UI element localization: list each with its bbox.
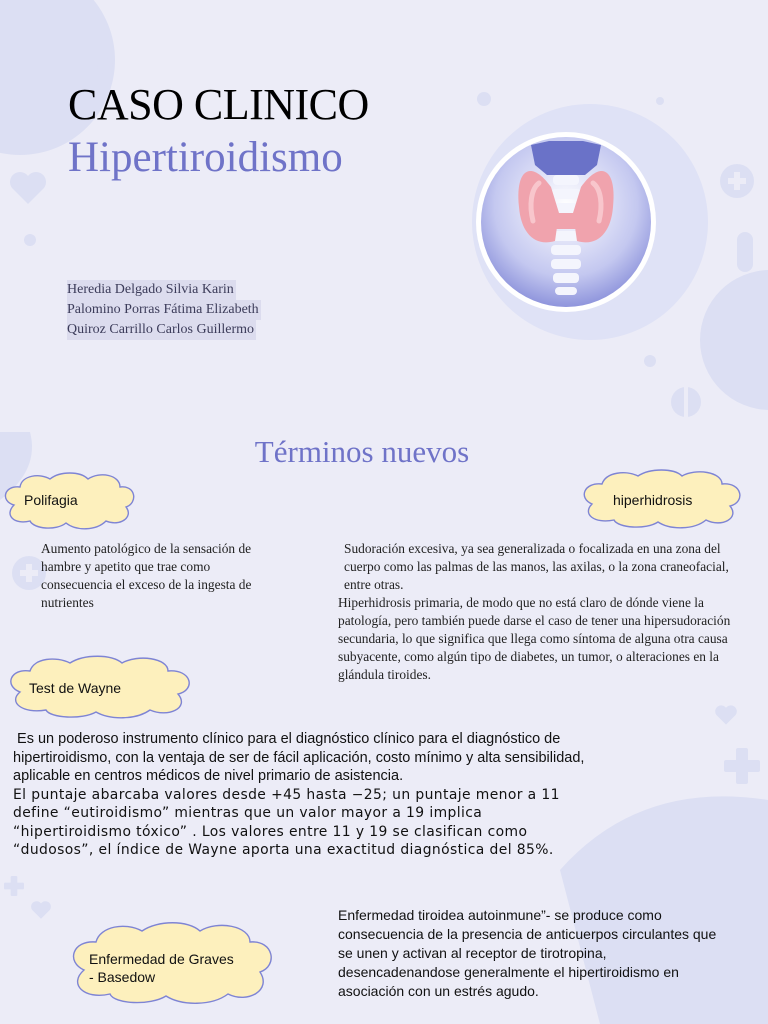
heart-icon [30,900,52,920]
definition-graves: Enfermedad tiroidea autoinmune”- se produce como consecuencia de la presencia de anticuerpos circulantes que se unen y activan al receptor de tirotropina, desencadenandose generalmente el hipertiroidismo en asociación con un estrés agudo. [338,907,717,999]
term-label-polifagia: Polifagia [24,492,78,508]
term-label-wayne: Test de Wayne [29,680,122,696]
author-name: Heredia Delgado Silvia Karin [67,280,236,300]
definition-hiperhidrosis-p2: Hiperhidrosis primaria, de modo que no está claro de dónde viene la patología, pero también puede darse el caso de tener una hipersudoración secundaria, lo que significa que llega como síntoma de alguna otra causa subyacente, como algún tipo de diabetes, un tumor, o alteraciones en la glándula tiroides. [338,595,731,682]
heart-icon [8,170,48,206]
section-title: Términos nuevos [254,434,470,469]
definition-hiperhidrosis [338,540,758,684]
author-list [67,280,261,340]
term-label-graves-line1: Enfermedad de Graves [89,951,234,967]
page-title: CASO CLINICO [68,80,369,129]
author-name: Palomino Porras Fátima Elizabeth [67,300,261,320]
definition-wayne-p1: Es un poderoso instrumento clínico para el diagnóstico clínico para el diagnóstico de hipertiroidismo, con la ventaja de ser de fácil aplicación, costo mínimo y alta sensibilidad, aplicable en centros médicos de nivel primario de asistencia. [13,731,589,784]
plus-icon [4,876,24,896]
definition-hiperhidrosis-p1: Sudoración excesiva, ya sea generalizada o focalizada en una zona del cuerpo como las palmas de las manos, las axilas, o la zona craneofacial, entre otras. [344,541,729,592]
thyroid-gland-icon [473,129,659,315]
heart-icon [714,704,738,726]
term-label-graves [89,950,234,986]
author-name: Quiroz Carrillo Carlos Guillermo [67,320,256,340]
plus-icon [724,748,760,784]
definition-polifagia: Aumento patológico de la sensación de hambre y apetito que trae como consecuencia el exceso de la ingesta de nutrientes [41,541,252,610]
term-label-graves-line2: - Basedow [89,969,156,985]
term-label-hiperhidrosis: hiperhidrosis [613,492,693,508]
definition-wayne-p2: El puntaje abarcaba valores desde +45 hasta −25; un puntaje menor a 11 define “eutiroidismo” mientras que un valor mayor a 19 implica “hipertiroidismo tóxico” . Los valores entre 11 y 19 se clasifican como “dudosos”, el índice de Wayne aporta una exactitud diagnóstica del 85%. [13,786,560,858]
page-subtitle: Hipertiroidismo [68,134,343,181]
definition-wayne [13,730,593,860]
medical-cross-icon [720,164,754,198]
